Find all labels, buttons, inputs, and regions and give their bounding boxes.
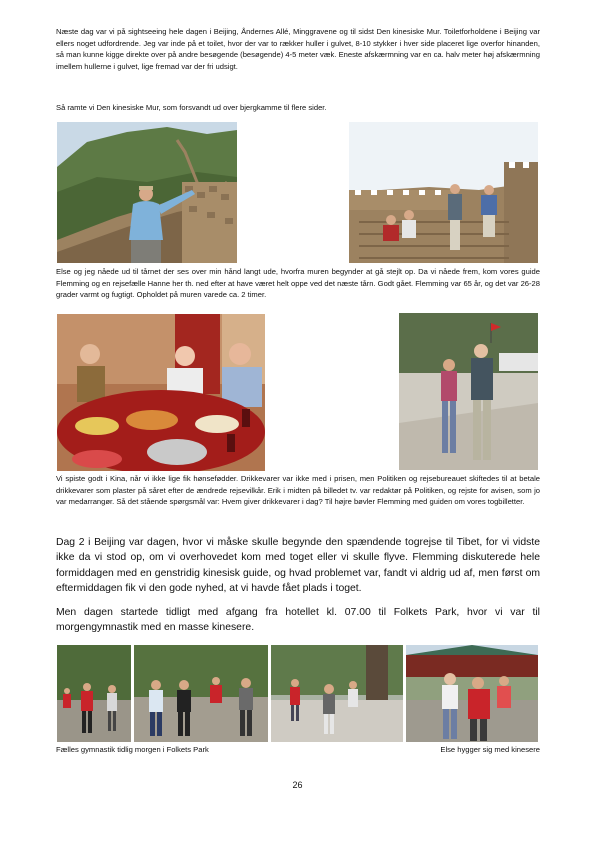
else-caption: Else hygger sig med kinesere [440, 745, 540, 754]
dinner-photo [57, 314, 265, 471]
wall-caption: Else og jeg nåede ud til tårnet der ses over min hånd langt ude, hvorfra muren begynder at gå stejlt op. Da vi nåede frem, kom vores guide Flemming og en rejsefælle Hanne her th. ned efter at have været helt oppe ved det næste tårn. Godt gået. Flemming var 65 år, og det var 26-28 grader varmt og fugtigt. Opholdet på muren varede ca. 2 timer. [56, 267, 540, 300]
wall-intro: Så ramte vi Den kinesiske Mur, som forsvandt ud over bjergkamme til flere sider. [56, 103, 327, 112]
gymnastics-photo-2 [134, 645, 268, 742]
gymnastics-photo-1 [57, 645, 131, 742]
else-with-locals-photo [406, 645, 538, 742]
great-wall-photo-man [57, 122, 237, 263]
page-number: 26 [292, 780, 303, 790]
gymnastics-photo-3 [271, 645, 403, 742]
park-paragraph: Men dagen startede tidligt med afgang fra hotellet kl. 07.00 til Folkets Park, hvor vi var til morgengymnastik med en masse kinesere. [56, 607, 540, 634]
tibet-paragraph: Dag 2 i Beijing var dagen, hvor vi måske skulle begynde den spændende togrejse til Tibet, for vi vidste ikke da vi stod op, om vi overhovedet kom med toget eller vi skulle flyve. Flemming diskuterede hele formiddagen med en genstridig kinesisk guide, og hvad problemet var, fandt vi aldrig ud af, men først om eftermiddagen fik vi den gode nyhed, at vi havde fået plads i toget. [56, 537, 540, 594]
intro-paragraph: Næste dag var vi på sightseeing hele dagen i Beijing, Åndernes Allé, Minggravene og til sidst Den kinesiske Mur. Toiletforholdene i Beijing var ellers noget udfordrende. Jeg var inde på et toilet, hvor der var to rækker huller i gulvet, 8-10 stykker i hver side placeret lige overfor hinanden, så man kunne kigge direkte over på andre besøgende (besøgende) 4-5 meter væk. Eneste afskærmning var en ca. halv meter høj afskærmning imellem hullerne i gulvet, lige fremad var der fri udsigt. [56, 27, 540, 71]
dinner-caption: Vi spiste godt i Kina, når vi ikke lige fik hønsefødder. Drikkevarer var ikke med i prisen, men Politiken og rejsebureauet skiftedes til at betale drikkevarer som plaster på såret efter de ændrede rejsevilkår. Erik i midten på billedet tv. var redaktør på Politiken, og rejste for avisen, som jo var medarrangør. Så det stående spørgsmål var: Hvem giver drikkevarer i dag? Til højre bøvler Flemming med guiden om vores togbilletter. [56, 474, 540, 507]
guide-discussion-photo [399, 313, 538, 470]
great-wall-photo-stairs [349, 122, 538, 263]
gymnastics-caption: Fælles gymnastik tidlig morgen i Folkets Park [56, 745, 209, 754]
